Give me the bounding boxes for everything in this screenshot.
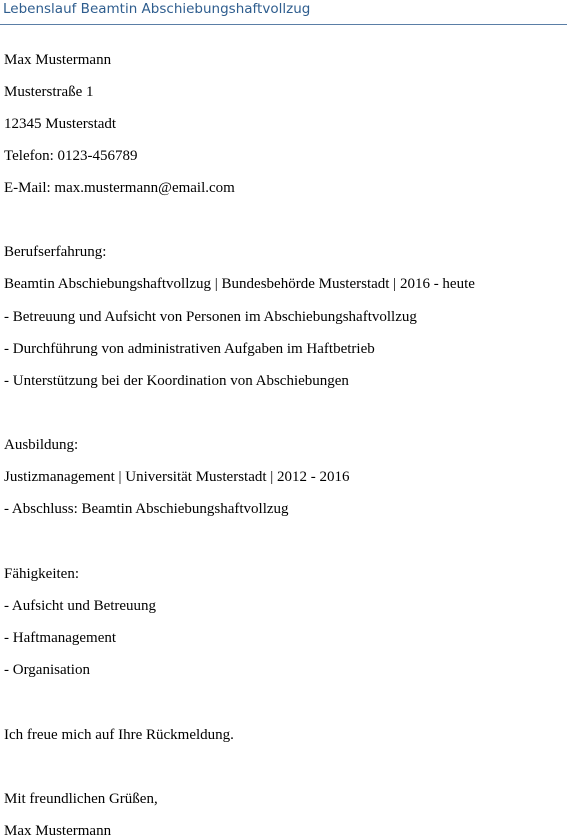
header-title: Lebenslauf Beamtin Abschiebungshaftvollzug [3,1,311,17]
contact-phone: Telefon: 0123-456789 [4,148,138,164]
education-heading: Ausbildung: [4,437,79,453]
contact-email: E-Mail: max.mustermann@email.com [4,180,235,196]
list-item: - Aufsicht und Betreuung [4,598,157,614]
signature-name: Max Mustermann [4,823,112,839]
experience-position: Beamtin Abschiebungshaftvollzug | Bundesbehörde Musterstadt | 2016 - heute [4,276,475,292]
contact-street: Musterstraße 1 [4,84,94,100]
list-item: - Unterstützung bei der Koordination von Abschiebungen [4,373,349,389]
list-item: - Organisation [4,662,90,678]
list-item: - Durchführung von administrativen Aufgaben im Haftbetrieb [4,341,375,357]
contact-city: 12345 Musterstadt [4,116,117,132]
closing-greeting: Mit freundlichen Grüßen, [4,791,158,807]
list-item: - Abschluss: Beamtin Abschiebungshaftvollzug [4,501,289,517]
list-item: - Betreuung und Aufsicht von Personen im Abschiebungshaftvollzug [4,309,417,325]
closing-message: Ich freue mich auf Ihre Rückmeldung. [4,727,234,743]
experience-heading: Berufserfahrung: [4,244,107,260]
list-item: - Haftmanagement [4,630,117,646]
skills-heading: Fähigkeiten: [4,566,79,582]
contact-name: Max Mustermann [4,52,112,68]
education-degree: Justizmanagement | Universität Musterstadt | 2012 - 2016 [4,469,350,485]
page-header [0,0,567,25]
